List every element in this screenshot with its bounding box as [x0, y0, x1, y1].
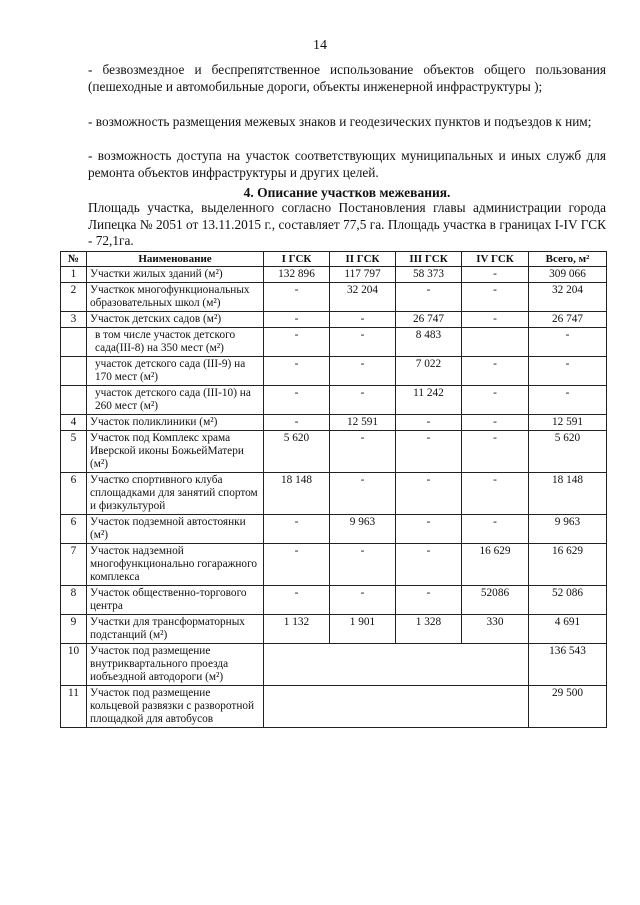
table-row: [61, 357, 607, 386]
cell-name: Участки для трансформаторных подстанций (м²): [87, 615, 264, 644]
cell-name: Участок поликлиники (м²): [87, 415, 264, 431]
cell-g4: 52086: [462, 586, 529, 615]
cell-g3: 7 022: [396, 357, 462, 386]
cell-g1: -: [264, 357, 330, 386]
cell-total: 309 066: [529, 267, 607, 283]
header-total: Всего, м²: [529, 252, 607, 267]
cell-num: 6: [61, 473, 87, 515]
table-row: [61, 415, 607, 431]
table-row: [61, 328, 607, 357]
cell-g3: 8 483: [396, 328, 462, 357]
cell-g4: -: [462, 415, 529, 431]
cell-g3: -: [396, 431, 462, 473]
section-heading: 4. Описание участков межевания.: [243, 185, 451, 200]
cell-name: Участок подземной автостоянки (м²): [87, 515, 264, 544]
cell-g1: -: [264, 386, 330, 415]
cell-g2: -: [330, 312, 396, 328]
cell-total: 18 148: [529, 473, 607, 515]
cell-total: 4 691: [529, 615, 607, 644]
cell-name: Участкок многофункциональных образовательных школ (м²): [87, 283, 264, 312]
cell-g1: 5 620: [264, 431, 330, 473]
header-name: Наименование: [87, 252, 264, 267]
cell-g1: -: [264, 328, 330, 357]
cell-num: 11: [61, 686, 87, 728]
header-num: №: [61, 252, 87, 267]
cell-g2: -: [330, 473, 396, 515]
cell-g3: -: [396, 415, 462, 431]
cell-num: 1: [61, 267, 87, 283]
cell-g2: 1 901: [330, 615, 396, 644]
cell-g3: -: [396, 544, 462, 586]
cell-g2: 117 797: [330, 267, 396, 283]
parcels-table: [60, 251, 607, 728]
cell-g4: -: [462, 312, 529, 328]
cell-total: 5 620: [529, 431, 607, 473]
cell-num: [61, 328, 87, 357]
cell-g3: -: [396, 586, 462, 615]
cell-num: 4: [61, 415, 87, 431]
cell-g4: -: [462, 386, 529, 415]
cell-g4: -: [462, 357, 529, 386]
cell-total: 12 591: [529, 415, 607, 431]
cell-num: 10: [61, 644, 87, 686]
cell-g2: -: [330, 328, 396, 357]
cell-g4: -: [462, 431, 529, 473]
cell-total: -: [529, 328, 607, 357]
header-gsk1: I ГСК: [264, 252, 330, 267]
table-row: [61, 386, 607, 415]
table-row: [61, 283, 607, 312]
bullet-paragraph: - возможность размещения межевых знаков и геодезических пунктов и подъездов к ним;: [88, 114, 592, 129]
cell-g4: 16 629: [462, 544, 529, 586]
cell-name: Участок под размещение кольцевой развязки с разворотной площадкой для автобусов: [87, 686, 264, 728]
cell-g3: 58 373: [396, 267, 462, 283]
table-row: [61, 586, 607, 615]
cell-merged-empty: [264, 686, 529, 728]
cell-merged-empty: [264, 644, 529, 686]
cell-name: участок детского сада (III-10) на 260 мест (м²): [87, 386, 264, 415]
cell-total: 9 963: [529, 515, 607, 544]
cell-name: Участок детских садов (м²): [87, 312, 264, 328]
cell-num: 7: [61, 544, 87, 586]
cell-name: Участок под размещение внутриквартального проезда иобъездной автодороги (м²): [87, 644, 264, 686]
page-number: 14: [313, 38, 327, 53]
cell-g4: -: [462, 267, 529, 283]
cell-g3: 1 328: [396, 615, 462, 644]
bullet-paragraph: - возможность доступа на участок соответствующих муниципальных и иных служб для ремонта объектов инфраструктуры и других целей.: [88, 148, 606, 180]
cell-name: Участок общественно-торгового центра: [87, 586, 264, 615]
cell-g1: -: [264, 415, 330, 431]
cell-num: [61, 357, 87, 386]
intro-paragraph: Площадь участка, выделенного согласно Постановления главы администрации города Липецка № 2051 от 13.11.2015 г., составляет 77,5 га. Площадь участка в границах I-IV ГСК - 72,1га.: [88, 200, 606, 248]
cell-total: 136 543: [529, 644, 607, 686]
cell-total: 32 204: [529, 283, 607, 312]
cell-name: в том числе участок детского сада(III-8) на 350 мест (м²): [87, 328, 264, 357]
cell-g1: 1 132: [264, 615, 330, 644]
cell-name: Участок под Комплекс храма Иверской иконы БожьейМатери (м²): [87, 431, 264, 473]
cell-g2: -: [330, 386, 396, 415]
cell-total: 26 747: [529, 312, 607, 328]
cell-g1: 132 896: [264, 267, 330, 283]
table-row: [61, 615, 607, 644]
cell-g1: -: [264, 312, 330, 328]
cell-num: 3: [61, 312, 87, 328]
cell-total: -: [529, 357, 607, 386]
cell-num: [61, 386, 87, 415]
cell-num: 5: [61, 431, 87, 473]
cell-g2: -: [330, 586, 396, 615]
cell-name: Участки жилых зданий (м²): [87, 267, 264, 283]
cell-num: 2: [61, 283, 87, 312]
table-row: [61, 686, 607, 728]
header-gsk2: II ГСК: [330, 252, 396, 267]
cell-g2: 32 204: [330, 283, 396, 312]
cell-g4: -: [462, 283, 529, 312]
header-gsk3: III ГСК: [396, 252, 462, 267]
cell-name: Участко спортивного клуба сплощадками для занятий спортом и физкультурой: [87, 473, 264, 515]
table-row: [61, 515, 607, 544]
table-row: [61, 431, 607, 473]
cell-g3: 11 242: [396, 386, 462, 415]
cell-num: 6: [61, 515, 87, 544]
cell-g1: -: [264, 515, 330, 544]
cell-num: 8: [61, 586, 87, 615]
table-row: [61, 267, 607, 283]
cell-g3: -: [396, 283, 462, 312]
table-row: [61, 544, 607, 586]
cell-g1: -: [264, 586, 330, 615]
cell-g1: 18 148: [264, 473, 330, 515]
cell-g4: -: [462, 473, 529, 515]
cell-name: Участок надземной многофункционально гогаражного комплекса: [87, 544, 264, 586]
cell-total: -: [529, 386, 607, 415]
cell-g2: -: [330, 357, 396, 386]
cell-g2: -: [330, 431, 396, 473]
cell-g2: 9 963: [330, 515, 396, 544]
table-header-row: [61, 252, 607, 267]
bullet-paragraph: - безвозмездное и беспрепятственное использование объектов общего пользования (пешеходные и автомобильные дороги, объекты инженерной инфраструктуры );: [88, 62, 606, 94]
cell-total: 29 500: [529, 686, 607, 728]
table-row: [61, 312, 607, 328]
cell-g1: -: [264, 283, 330, 312]
cell-g2: 12 591: [330, 415, 396, 431]
cell-g3: 26 747: [396, 312, 462, 328]
cell-total: 16 629: [529, 544, 607, 586]
cell-g3: -: [396, 515, 462, 544]
cell-g4: -: [462, 515, 529, 544]
cell-g4: 330: [462, 615, 529, 644]
cell-g4: [462, 328, 529, 357]
table-row: [61, 644, 607, 686]
header-gsk4: IV ГСК: [462, 252, 529, 267]
cell-g1: -: [264, 544, 330, 586]
cell-num: 9: [61, 615, 87, 644]
cell-total: 52 086: [529, 586, 607, 615]
cell-g2: -: [330, 544, 396, 586]
table-row: [61, 473, 607, 515]
cell-g3: -: [396, 473, 462, 515]
cell-name: участок детского сада (III-9) на 170 мест (м²): [87, 357, 264, 386]
